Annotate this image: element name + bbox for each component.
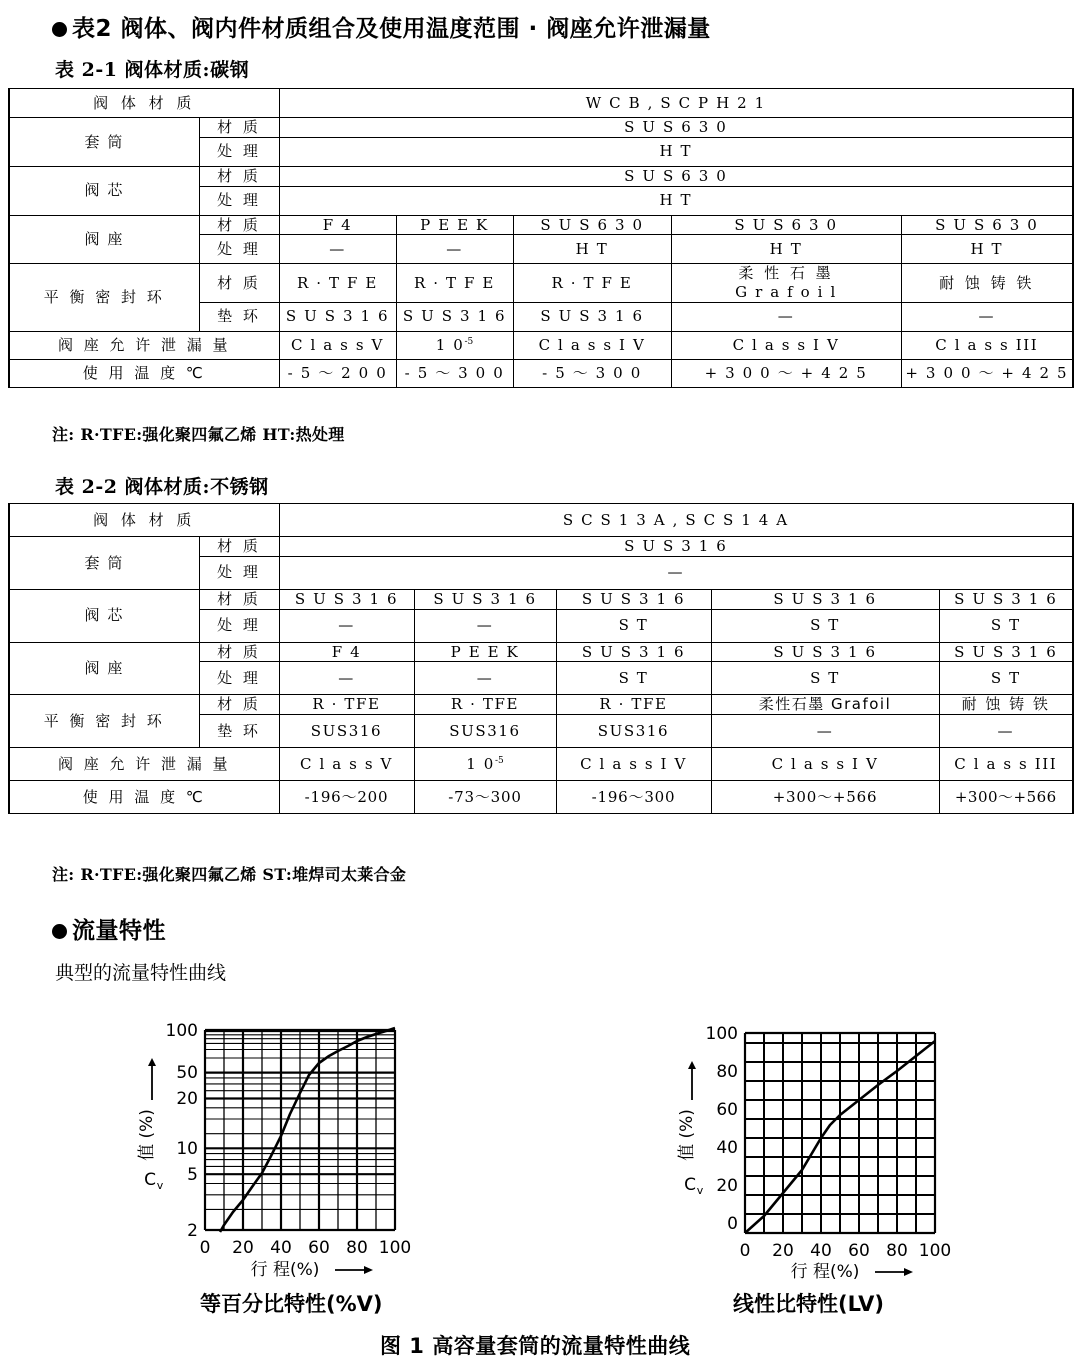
cell2-ring-material-2: R · TFE xyxy=(414,695,556,715)
cell2-plug-material-5: S U S 3 1 6 xyxy=(939,589,1073,609)
xaxis-label: 行 程(%) xyxy=(250,1260,320,1280)
cell2-gasket-2: SUS316 xyxy=(414,715,556,748)
ytick-50: 50 xyxy=(176,1063,198,1083)
cell2-seat-material-2: P E E K xyxy=(414,642,556,662)
cell2-temperature-2: -73～300 xyxy=(414,781,556,814)
ytick-r-80: 80 xyxy=(716,1062,738,1082)
cell2-leakage-2-exp: -5 xyxy=(494,755,504,766)
cell2-seat-material-label: 材 质 xyxy=(199,642,279,662)
xtick-60: 60 xyxy=(308,1238,330,1258)
cell-temperature-1: - 5 ～ 2 0 0 xyxy=(279,359,396,387)
cell-gasket-ring-label: 垫 环 xyxy=(199,302,279,331)
cell2-gasket-3: SUS316 xyxy=(556,715,711,748)
cell2-temperature-4: +300～+566 xyxy=(711,781,939,814)
cell2-plug-treatment-2: — xyxy=(414,609,556,642)
table2-caption: 表 2-2 阀体材质:不锈钢 xyxy=(55,476,269,498)
cell2-seat-treatment-label: 处 理 xyxy=(199,662,279,695)
cell-plug-material-label: 材 质 xyxy=(199,166,279,186)
xtick-r-80: 80 xyxy=(886,1241,908,1261)
xaxis-arrow-icon xyxy=(335,1266,373,1274)
cell2-plug-treatment-5: S T xyxy=(939,609,1073,642)
cell2-temperature-5: +300～+566 xyxy=(939,781,1073,814)
cell2-gasket-5: — xyxy=(939,715,1073,748)
cell-seat-treatment-3: H T xyxy=(513,235,671,264)
table-row xyxy=(9,589,1073,609)
ytick-10: 10 xyxy=(176,1139,198,1159)
cell2-plug-material-4: S U S 3 1 6 xyxy=(711,589,939,609)
cell-seat-material-2: P E E K xyxy=(396,215,513,235)
cell-ring-material-5: 耐 蚀 铸 铁 xyxy=(901,264,1073,303)
cell2-leakage-1: C l a s s V xyxy=(279,748,414,781)
table-row xyxy=(9,537,1073,557)
table-row xyxy=(9,642,1073,662)
cell-leakage-5: C l a s s III xyxy=(901,331,1073,359)
cell-ring-material-3: R · T F E xyxy=(513,264,671,303)
cell-temperature-label: 使 用 温 度 ℃ xyxy=(9,359,279,387)
cell-gasket-5: — xyxy=(901,302,1073,331)
cell2-temperature-label: 使 用 温 度 ℃ xyxy=(9,781,279,814)
cell-gasket-1: S U S 3 1 6 xyxy=(279,302,396,331)
cell-gasket-2: S U S 3 1 6 xyxy=(396,302,513,331)
cell-seat-treatment-5: H T xyxy=(901,235,1073,264)
xtick-0: 0 xyxy=(199,1238,211,1258)
cell2-plug-material-3: S U S 3 1 6 xyxy=(556,589,711,609)
section-heading-text: 表2 阀体、阀内件材质组合及使用温度范围 · 阀座允许泄漏量 xyxy=(72,16,711,42)
cell2-leakage-2 xyxy=(414,748,556,781)
table-carbon-steel xyxy=(8,88,1074,388)
cell2-gasket-ring-label: 垫 环 xyxy=(199,715,279,748)
ytick-2: 2 xyxy=(187,1221,198,1241)
chart-left-caption: 等百分比特性(%V) xyxy=(200,1292,383,1316)
cell-seat-material-5: S U S 6 3 0 xyxy=(901,215,1073,235)
cell-plug-material-value: S U S 6 3 0 xyxy=(279,166,1073,186)
cell2-plug-material-2: S U S 3 1 6 xyxy=(414,589,556,609)
cell-seat-label: 阀 座 xyxy=(9,215,199,264)
cell2-seat-treatment-2: — xyxy=(414,662,556,695)
cell2-plug-treatment-label: 处 理 xyxy=(199,609,279,642)
cell2-plug-material-label: 材 质 xyxy=(199,589,279,609)
bullet-icon xyxy=(52,22,67,37)
cell2-leakage-2-base: 1 0 xyxy=(466,754,495,773)
cell2-body-material-label: 阀 体 材 质 xyxy=(9,504,279,537)
ytick-20: 20 xyxy=(176,1089,198,1109)
yaxis-arrow-icon xyxy=(148,1058,156,1100)
cell2-ring-material-3: R · TFE xyxy=(556,695,711,715)
cell-sleeve-treatment-label: 处 理 xyxy=(199,137,279,166)
flow-subtitle: 典型的流量特性曲线 xyxy=(55,962,227,984)
cell-ring-material-2: R · T F E xyxy=(396,264,513,303)
cell-seat-material-4: S U S 6 3 0 xyxy=(671,215,901,235)
cell2-sleeve-material-label: 材 质 xyxy=(199,537,279,557)
cell-seat-material-label: 材 质 xyxy=(199,215,279,235)
cell2-ring-material-1: R · TFE xyxy=(279,695,414,715)
cell-gasket-3: S U S 3 1 6 xyxy=(513,302,671,331)
cell-seat-material-1: F 4 xyxy=(279,215,396,235)
chart-right-caption: 线性比特性(LV) xyxy=(733,1292,884,1316)
xtick-r-40: 40 xyxy=(810,1241,832,1261)
cell2-plug-material-1: S U S 3 1 6 xyxy=(279,589,414,609)
ytick-100: 100 xyxy=(165,1021,198,1041)
cell-temperature-5: + 3 0 0 ～ + 4 2 5 xyxy=(901,359,1073,387)
table-row xyxy=(9,359,1073,387)
cell2-sleeve-label: 套 筒 xyxy=(9,537,199,590)
yaxis-label: 值 (%) xyxy=(137,1109,157,1161)
cell-sleeve-treatment-value: H T xyxy=(279,137,1073,166)
table-row xyxy=(9,215,1073,235)
cell2-leakage-4: C l a s s I V xyxy=(711,748,939,781)
cell-gasket-4: — xyxy=(671,302,901,331)
cell-plug-treatment-value: H T xyxy=(279,186,1073,215)
ytick-r-100: 100 xyxy=(705,1024,738,1044)
xtick-r-0: 0 xyxy=(739,1241,751,1261)
xtick-r-60: 60 xyxy=(848,1241,870,1261)
ytick-5: 5 xyxy=(187,1165,198,1185)
cell2-sleeve-treatment-label: 处 理 xyxy=(199,556,279,589)
cell2-leakage-label: 阀 座 允 许 泄 漏 量 xyxy=(9,748,279,781)
cell-sleeve-label: 套 筒 xyxy=(9,118,199,167)
cell2-seat-material-3: S U S 3 1 6 xyxy=(556,642,711,662)
table-row xyxy=(9,118,1073,138)
yaxis-label-cv-sub: v xyxy=(156,1179,164,1192)
table-stainless-steel xyxy=(8,503,1074,814)
cell2-body-material-value: S C S 1 3 A , S C S 1 4 A xyxy=(279,504,1073,537)
cell2-leakage-3: C l a s s I V xyxy=(556,748,711,781)
cell2-gasket-1: SUS316 xyxy=(279,715,414,748)
xtick-20: 20 xyxy=(232,1238,254,1258)
xtick-40: 40 xyxy=(270,1238,292,1258)
cell-ring-material-label: 材 质 xyxy=(199,264,279,303)
chart-equal-percentage-svg xyxy=(110,1015,420,1280)
cell-seat-treatment-label: 处 理 xyxy=(199,235,279,264)
cell2-sleeve-treatment-value: — xyxy=(279,556,1073,589)
table-row xyxy=(9,331,1073,359)
cell2-balance-ring-label: 平 衡 密 封 环 xyxy=(9,695,199,748)
cell2-seat-treatment-3: S T xyxy=(556,662,711,695)
bullet-icon-flow xyxy=(52,924,67,939)
cell-temperature-3: - 5 ～ 3 0 0 xyxy=(513,359,671,387)
cell2-seat-label: 阀 座 xyxy=(9,642,199,695)
cell2-ring-material-5: 耐 蚀 铸 铁 xyxy=(939,695,1073,715)
table-row xyxy=(9,781,1073,814)
table-row xyxy=(9,89,1073,118)
cell-leakage-2 xyxy=(396,331,513,359)
cell-leakage-2-exp: -5 xyxy=(464,336,474,347)
cell2-seat-treatment-1: — xyxy=(279,662,414,695)
cell2-plug-treatment-3: S T xyxy=(556,609,711,642)
cell-ring-material-4-line1: 柔 性 石 墨 xyxy=(738,264,834,283)
cell2-ring-material-4: 柔性石墨 Grafoil xyxy=(711,695,939,715)
yaxis-label-r-cv-sub: v xyxy=(696,1184,704,1197)
table-row xyxy=(9,504,1073,537)
cell-leakage-4: C l a s s I V xyxy=(671,331,901,359)
table2-note: 注: R·TFE:强化聚四氟乙烯 ST:堆焊司太莱合金 xyxy=(52,865,407,884)
cell-seat-treatment-2: — xyxy=(396,235,513,264)
xtick-100: 100 xyxy=(378,1238,412,1258)
cell-ring-material-4 xyxy=(671,264,901,303)
yaxis-label-cv: C xyxy=(144,1170,156,1190)
cell-leakage-3: C l a s s I V xyxy=(513,331,671,359)
table-row xyxy=(9,748,1073,781)
cell2-seat-material-5: S U S 3 1 6 xyxy=(939,642,1073,662)
ytick-r-60: 60 xyxy=(716,1100,738,1120)
table-row xyxy=(9,695,1073,715)
chart-equal-percentage xyxy=(110,1015,420,1285)
cell-sleeve-material-value: S U S 6 3 0 xyxy=(279,118,1073,138)
cell2-temperature-1: -196～200 xyxy=(279,781,414,814)
cell2-plug-label: 阀 芯 xyxy=(9,589,199,642)
table-row xyxy=(9,264,1073,303)
cell-sleeve-material-label: 材 质 xyxy=(199,118,279,138)
cell2-ring-material-label: 材 质 xyxy=(199,695,279,715)
cell-leakage-1: C l a s s V xyxy=(279,331,396,359)
cell2-plug-treatment-1: — xyxy=(279,609,414,642)
chart-linear xyxy=(650,1015,960,1285)
section-heading-flow xyxy=(52,912,166,945)
cell-ring-material-4-line2: G r a f o i l xyxy=(735,283,837,301)
cell-seat-treatment-4: H T xyxy=(671,235,901,264)
cell-body-material-value: W C B , S C P H 2 1 xyxy=(279,89,1073,118)
xaxis-label-r: 行 程(%) xyxy=(790,1262,860,1280)
cell-leakage-2-base: 1 0 xyxy=(435,335,465,354)
section-heading-flow-text: 流量特性 xyxy=(72,918,166,944)
table1-note: 注: R·TFE:强化聚四氟乙烯 HT:热处理 xyxy=(52,425,345,444)
cell2-plug-treatment-4: S T xyxy=(711,609,939,642)
section-heading-table2 xyxy=(52,10,711,43)
figure-caption: 图 1 高容量套筒的流量特性曲线 xyxy=(380,1334,691,1358)
xtick-80: 80 xyxy=(346,1238,368,1258)
cell-plug-treatment-label: 处 理 xyxy=(199,186,279,215)
table1-caption: 表 2-1 阀体材质:碳钢 xyxy=(55,59,250,81)
cell2-gasket-4: — xyxy=(711,715,939,748)
ytick-r-40: 40 xyxy=(716,1138,738,1158)
xtick-r-100: 100 xyxy=(918,1241,952,1261)
cell-plug-label: 阀 芯 xyxy=(9,166,199,215)
cell-leakage-label: 阀 座 允 许 泄 漏 量 xyxy=(9,331,279,359)
cell2-seat-material-1: F 4 xyxy=(279,642,414,662)
xaxis-arrow-icon-r xyxy=(875,1268,913,1276)
cell-body-material-label: 阀 体 材 质 xyxy=(9,89,279,118)
cell-temperature-2: - 5 ～ 3 0 0 xyxy=(396,359,513,387)
xtick-r-20: 20 xyxy=(772,1241,794,1261)
chart-curve-equal-percentage xyxy=(220,1028,395,1232)
cell2-temperature-3: -196～300 xyxy=(556,781,711,814)
cell2-seat-treatment-4: S T xyxy=(711,662,939,695)
ytick-r-20: 20 xyxy=(716,1176,738,1196)
cell-temperature-4: + 3 0 0 ～ + 4 2 5 xyxy=(671,359,901,387)
ytick-r-0: 0 xyxy=(727,1214,738,1234)
cell-seat-material-3: S U S 6 3 0 xyxy=(513,215,671,235)
cell2-leakage-5: C l a s s III xyxy=(939,748,1073,781)
yaxis-arrow-icon-r xyxy=(688,1061,696,1100)
cell2-seat-material-4: S U S 3 1 6 xyxy=(711,642,939,662)
table-row xyxy=(9,166,1073,186)
chart-linear-svg xyxy=(650,1015,960,1280)
yaxis-label-r: 值 (%) xyxy=(677,1109,697,1161)
cell-seat-treatment-1: — xyxy=(279,235,396,264)
cell2-sleeve-material-value: S U S 3 1 6 xyxy=(279,537,1073,557)
cell2-seat-treatment-5: S T xyxy=(939,662,1073,695)
cell-balance-ring-label: 平 衡 密 封 环 xyxy=(9,264,199,332)
cell-ring-material-1: R · T F E xyxy=(279,264,396,303)
yaxis-label-r-cv: C xyxy=(684,1175,696,1195)
